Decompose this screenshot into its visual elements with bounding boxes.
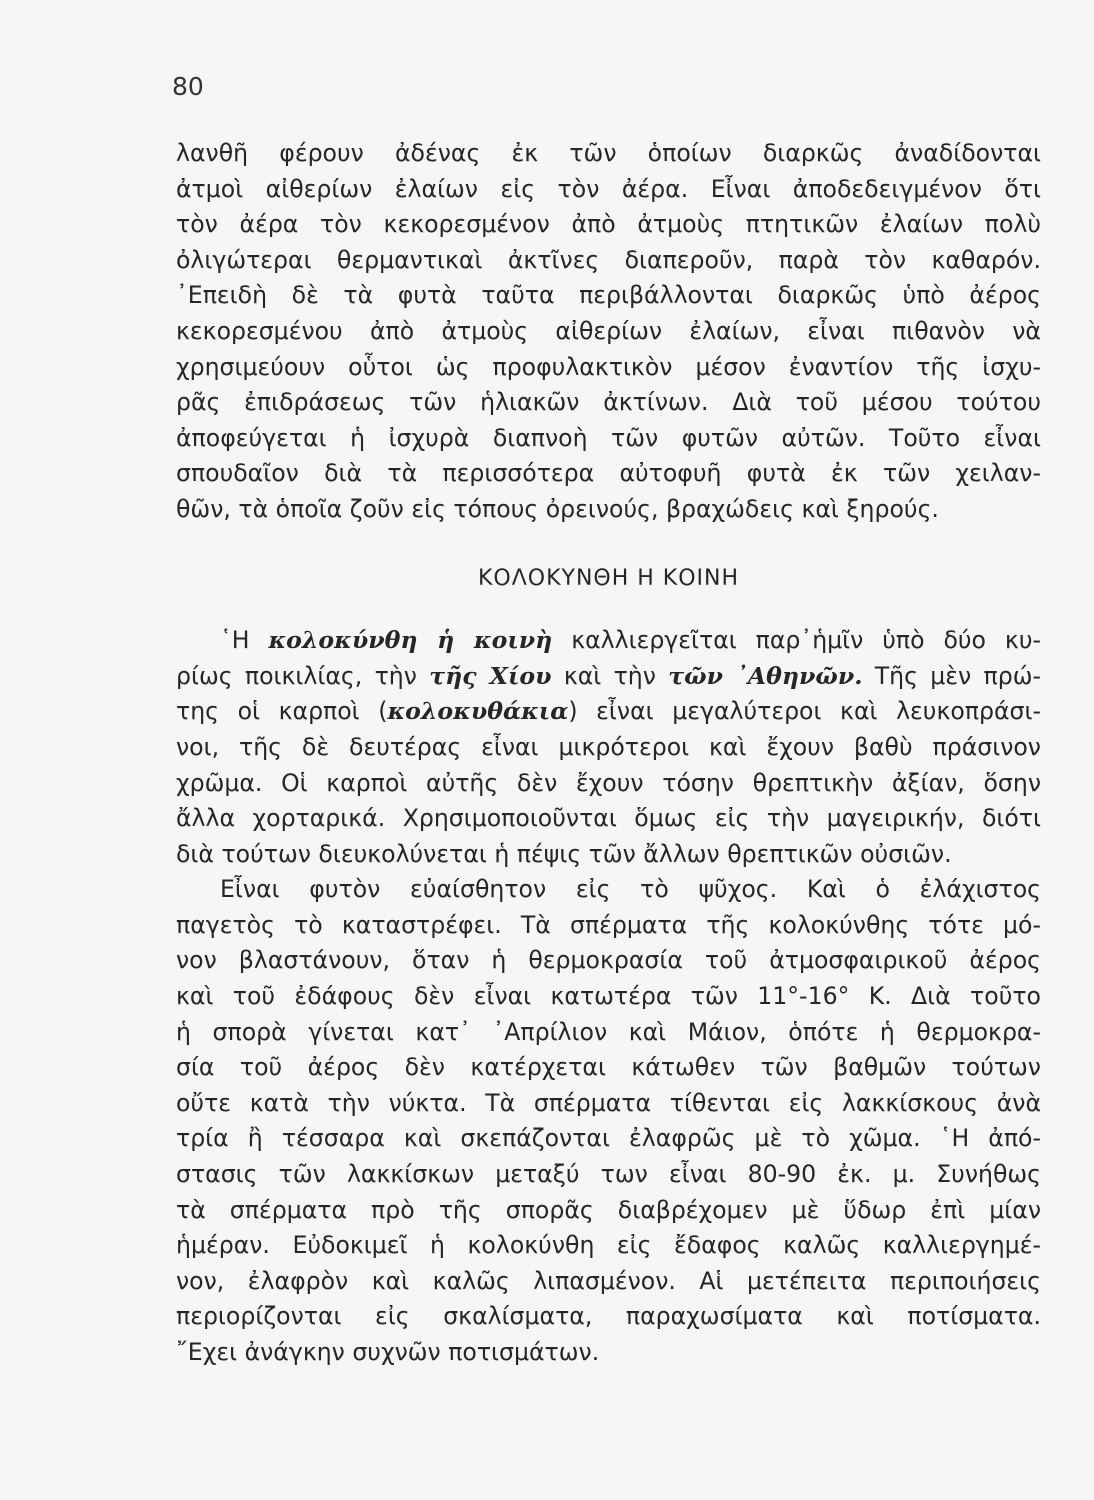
text-line: οὔτε κατὰ τὴν νύκτα. Τὰ σπέρματα τίθενται εἰς λακκίσκους ἀνὰ bbox=[176, 1088, 1041, 1117]
paragraph-1 bbox=[176, 136, 1041, 528]
text-line: ἡ σπορὰ γίνεται κατ᾿ ᾿Απρίλιον καὶ Μάιον, ὁπότε ἡ θερμοκρα- bbox=[176, 1017, 1041, 1046]
text-line: χρησιμεύουν οὗτοι ὡς προφυλακτικὸν μέσον ἐναντίον τῆς ἰσχυ- bbox=[176, 352, 1041, 381]
page-number: 80 bbox=[172, 72, 204, 101]
emphasized-term: τῆς Χίου bbox=[429, 661, 552, 690]
text-line: χρῶμα. Οἱ καρποὶ αὐτῆς δὲν ἔχουν τόσην θρεπτικὴν ἀξίαν, ὅσην bbox=[176, 768, 1041, 797]
text-run: καλλιεργεῖται παρ᾿ἡμῖν ὑπὸ δύο κυ- bbox=[552, 626, 1041, 655]
text-run: Τῆς μὲν πρώ- bbox=[862, 661, 1041, 690]
emphasized-term: κολοκύνθη ἡ κοινὴ bbox=[268, 626, 553, 655]
text-line: ἡμέραν. Εὐδοκιμεῖ ἡ κολοκύνθη εἰς ἔδαφος καλῶς καλλιεργημέ- bbox=[176, 1231, 1041, 1260]
text-line: νον, ἐλαφρὸν καὶ καλῶς λιπασμένον. Αἱ μετέπειτα περιποιήσεις bbox=[176, 1266, 1041, 1295]
text-line: ὀλιγώτεραι θερμαντικαὶ ἀκτῖνες διαπεροῦν, παρὰ τὸν καθαρόν. bbox=[176, 245, 1041, 274]
text-line: τὸν ἀέρα τὸν κεκορεσμένον ἀπὸ ἀτμοὺς πτητικῶν ἐλαίων πολὺ bbox=[176, 210, 1041, 239]
text-line: ἀποφεύγεται ἡ ἰσχυρὰ διαπνοὴ τῶν φυτῶν αὐτῶν. Τοῦτο εἶναι bbox=[176, 423, 1041, 452]
text-line: παγετὸς τὸ καταστρέφει. Τὰ σπέρματα τῆς κολοκύνθης τότε μό- bbox=[176, 910, 1041, 939]
body-text bbox=[176, 136, 1041, 1371]
text-line bbox=[176, 623, 1041, 659]
text-line: Εἶναι φυτὸν εὐαίσθητον εἰς τὸ ψῦχος. Καὶ ὁ ἐλάχιστος bbox=[220, 875, 1041, 904]
text-line: νοι, τῆς δὲ δευτέρας εἶναι μικρότεροι καὶ ἔχουν βαθὺ πράσινον bbox=[176, 732, 1041, 761]
text-line: τὰ σπέρματα πρὸ τῆς σπορᾶς διαβρέχομεν μὲ ὕδωρ ἐπὶ μίαν bbox=[176, 1195, 1041, 1224]
text-run: καὶ τὴν bbox=[551, 661, 669, 690]
text-line: ρᾶς ἐπιδράσεως τῶν ἡλιακῶν ἀκτίνων. Διὰ τοῦ μέσου τούτου bbox=[176, 388, 1041, 417]
text-run: ῾Η bbox=[220, 626, 269, 655]
text-line: περιορίζονται εἰς σκαλίσματα, παραχωσίματα καὶ ποτίσματα. bbox=[176, 1302, 1041, 1331]
emphasized-term: κολοκυθάκια bbox=[387, 697, 569, 726]
text-line bbox=[176, 694, 1041, 730]
text-run: ) εἶναι μεγαλύτεροι καὶ λευκοπράσι- bbox=[568, 697, 1041, 726]
text-line: σπουδαῖον διὰ τὰ περισσότερα αὐτοφυῆ φυτὰ ἐκ τῶν χειλαν- bbox=[176, 459, 1041, 488]
text-line: σία τοῦ ἀέρος δὲν κατέρχεται κάτωθεν τῶν βαθμῶν τούτων bbox=[176, 1053, 1041, 1082]
paragraph-3 bbox=[176, 872, 1041, 1370]
text-line: θῶν, τὰ ὁποῖα ζοῦν εἰς τόπους ὀρεινούς, βραχώδεις καὶ ξηρούς. bbox=[176, 494, 939, 523]
text-line: καὶ τοῦ ἐδάφους δὲν εἶναι κατωτέρα τῶν 11°-16° Κ. Διὰ τοῦτο bbox=[176, 982, 1041, 1011]
section-heading: ΚΟΛΟΚΥΝΘΗ Η ΚΟΙΝΗ bbox=[477, 565, 740, 591]
paragraph-2 bbox=[176, 623, 1041, 872]
text-line: τρία ἢ τέσσαρα καὶ σκεπάζονται ἐλαφρῶς μὲ τὸ χῶμα. ῾Η ἀπό- bbox=[176, 1124, 1041, 1153]
text-line: στασις τῶν λακκίσκων μεταξύ των εἶναι 80-90 ἐκ. μ. Συνήθως bbox=[176, 1160, 1041, 1189]
emphasized-term: τῶν ᾿Αθηνῶν. bbox=[668, 661, 863, 690]
text-line: ᾿Επειδὴ δὲ τὰ φυτὰ ταῦτα περιβάλλονται διαρκῶς ὑπὸ ἀέρος bbox=[176, 281, 1041, 310]
text-line: διὰ τούτων διευκολύνεται ἡ πέψις τῶν ἄλλων θρεπτικῶν οὐσιῶν. bbox=[176, 839, 952, 868]
text-line: λανθῆ φέρουν ἀδένας ἐκ τῶν ὁποίων διαρκῶς ἀναδίδονται bbox=[176, 139, 1041, 167]
text-line: κεκορεσμένου ἀπὸ ἀτμοὺς αἰθερίων ἐλαίων, εἶναι πιθανὸν νὰ bbox=[176, 316, 1041, 345]
text-line: ἀτμοὶ αἰθερίων ἐλαίων εἰς τὸν ἀέρα. Εἶναι ἀποδεδειγμένον ὅτι bbox=[176, 174, 1041, 203]
text-line: ἄλλα χορταρικά. Χρησιμοποιοῦνται ὅμως εἰς τὴν μαγειρικήν, διότι bbox=[176, 804, 1041, 833]
text-run: της οἱ καρποὶ ( bbox=[176, 697, 388, 726]
text-line: νον βλαστάνουν, ὅταν ἡ θερμοκρασία τοῦ ἀτμοσφαιρικοῦ ἀέρος bbox=[176, 946, 1041, 975]
text-line: ῎Εχει ἀνάγκην συχνῶν ποτισμάτων. bbox=[176, 1338, 600, 1366]
text-line bbox=[176, 659, 1041, 695]
text-run: ρίως ποικιλίας, τὴν bbox=[176, 661, 430, 690]
